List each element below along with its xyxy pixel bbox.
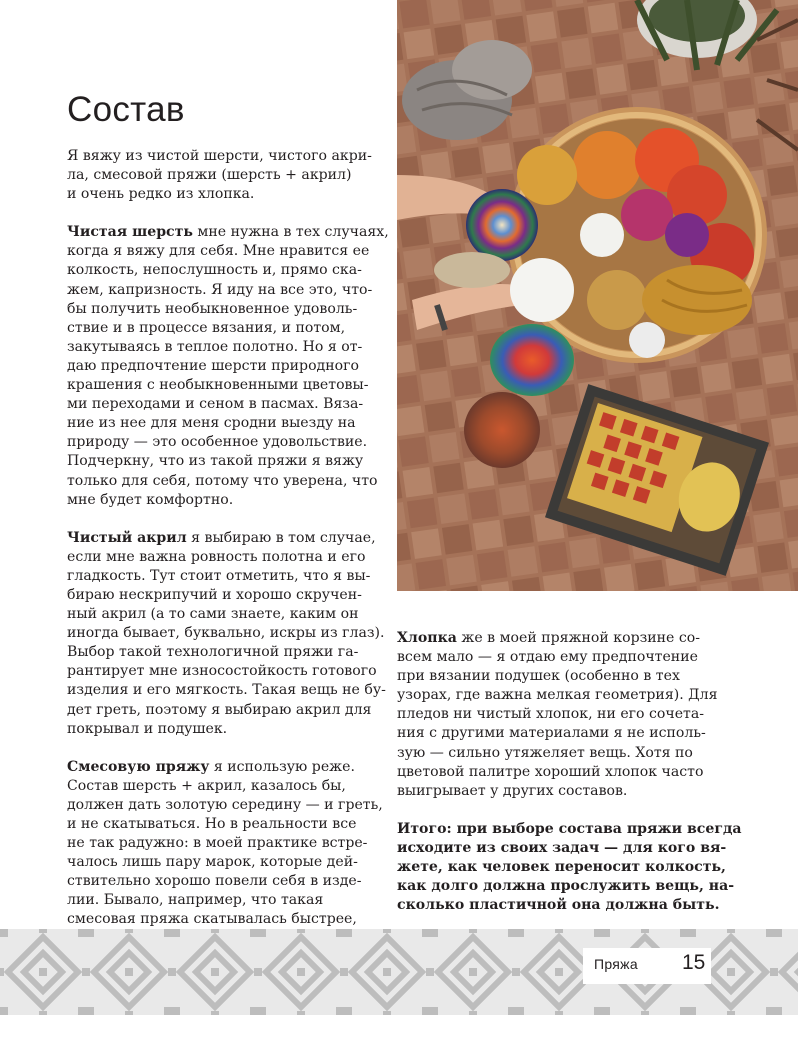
text-line [67, 777, 384, 796]
bold-term: как долго должна прослужить вещь, на- [397, 878, 735, 895]
text-line [67, 433, 384, 452]
line-text: крашения с необыкновенными цветовы- [67, 377, 369, 394]
line-text: природу — это особенное удовольствие. [67, 434, 368, 451]
line-text: и не скатываться. Но в реальности все [67, 816, 357, 832]
text-line [67, 853, 384, 872]
paragraph [67, 758, 384, 949]
text-line [397, 686, 727, 705]
text-line [67, 166, 384, 185]
text-line [67, 147, 384, 166]
line-text: не так радужно: в моей практике встре- [67, 835, 368, 852]
line-text: пледов ни чистый хлопок, ни его сочета- [397, 706, 705, 723]
line-text: рантирует мне износостойкость готового [67, 663, 377, 680]
text-line [67, 242, 384, 261]
text-line [67, 223, 389, 242]
text-line [67, 529, 384, 548]
text-line [67, 357, 384, 376]
text-line [397, 705, 727, 724]
line-text: Выбор такой технологичной пряжи га- [67, 644, 359, 661]
text-line [67, 872, 384, 891]
text-line [397, 877, 735, 896]
bold-term: Чистая шерсть [67, 224, 193, 241]
paragraph [397, 820, 742, 915]
text-line [67, 261, 384, 280]
line-text: Я вяжу из чистой шерсти, чистого акри- [67, 148, 372, 164]
line-text: при вязании подушек (особенно в тех [397, 668, 680, 685]
text-line [67, 185, 384, 204]
text-line [67, 891, 384, 910]
line-text: колкость, непослушность и, прямо ска- [67, 262, 362, 279]
text-line [67, 605, 384, 624]
text-line [67, 586, 384, 605]
line-text: всем мало — я отдаю ему предпочтение [397, 649, 698, 666]
text-line [397, 896, 727, 915]
text-line [67, 395, 384, 414]
line-text: ния с другими материалами я не исполь- [397, 725, 706, 742]
text-line [397, 667, 727, 686]
paragraph [67, 529, 384, 739]
section-name: Пряжа [594, 956, 638, 972]
line-text: ствительно хорошо повели себя в изде- [67, 873, 362, 890]
line-text: изделия и его мягкость. Такая вещь не бу- [67, 682, 386, 699]
line-text: жем, капризность. Я иду на все это, что- [67, 281, 373, 298]
paragraph [67, 223, 389, 509]
line-text: когда я вяжу для себя. Мне нравится ее [67, 243, 370, 260]
yarn-basket-illustration [397, 0, 798, 591]
text-line [67, 472, 384, 491]
line-text: ный акрил (а то сами знаете, каким он [67, 606, 359, 623]
text-line [67, 452, 384, 471]
line-text: и очень редко из хлопка. [67, 186, 255, 203]
line-text: должен дать золотую середину — и греть, [67, 796, 383, 813]
line-text: Подчеркну, что из такой пряжи я вяжу [67, 453, 364, 470]
text-line [67, 300, 384, 319]
line-text: Состав шерсть + акрил, казалось бы, [67, 777, 346, 794]
bold-term: исходите из своих задач — для кого вя- [397, 839, 727, 856]
bold-term: сколько пластичной она должна быть. [397, 897, 720, 914]
text-line [397, 629, 727, 648]
line-text: я использую реже. [209, 758, 355, 775]
text-line [397, 858, 727, 877]
line-text: смесовая пряжа скатывалась быстрее, [67, 911, 357, 928]
text-line [67, 681, 384, 700]
line-text: даю предпочтение шерсти природного [67, 357, 359, 374]
text-line [67, 720, 384, 739]
text-line [397, 839, 727, 858]
text-line [67, 815, 384, 834]
text-line [67, 910, 384, 929]
text-line [67, 548, 384, 567]
bold-term: Хлопка [397, 630, 457, 646]
line-text: мне нужна в тех случаях, [192, 224, 389, 241]
text-line [67, 624, 384, 643]
line-text: ла, смесовой пряжи (шерсть + акрил) [67, 167, 352, 184]
line-text: если мне важна ровность полотна и его [67, 548, 366, 565]
text-line [67, 796, 384, 815]
bold-term: Смесовую пряжу [67, 758, 210, 775]
line-text: зую — сильно утяжеляет вещь. Хотя по [397, 744, 693, 761]
line-text: лии. Бывало, например, что такая [67, 892, 324, 909]
text-line [397, 763, 727, 782]
line-text: узорах, где важна мелкая геометрия). Для [397, 687, 718, 704]
text-line [67, 567, 384, 586]
text-column-right [397, 629, 742, 934]
text-line [67, 491, 384, 510]
yarn-basket-photo [397, 0, 798, 591]
bold-term: Чистый акрил [67, 529, 187, 546]
text-line [67, 414, 384, 433]
text-line [67, 376, 384, 395]
text-line [397, 782, 727, 801]
line-text: ми переходами и сеном в пасмах. Вяза- [67, 396, 364, 413]
paragraph [67, 147, 384, 204]
line-text: иногда бывает, буквально, искры из глаз). [67, 625, 385, 642]
text-line [67, 338, 384, 357]
line-text: я выбираю в том случае, [186, 529, 376, 546]
text-line [67, 701, 384, 720]
line-text: цветовой палитре хороший хлопок часто [397, 763, 704, 780]
line-text: гладкость. Тут стоит отметить, что я вы- [67, 567, 371, 584]
line-text: бы получить необыкновенное удоволь- [67, 300, 358, 317]
page-number: 15 [682, 951, 706, 974]
text-line [67, 319, 384, 338]
line-text: выигрывает у других составов. [397, 782, 628, 799]
line-text: же в моей пряжной корзине со- [456, 630, 701, 646]
text-line [67, 281, 384, 300]
text-line [397, 724, 727, 743]
text-line [397, 648, 727, 667]
line-text: ствие и в процессе вязания, и потом, [67, 319, 346, 336]
text-line [397, 744, 727, 763]
text-line [397, 820, 742, 839]
text-line [67, 834, 384, 853]
line-text: ние из нее для меня сродни выезду на [67, 415, 356, 432]
line-text: закутываясь в теплое полотно. Но я от- [67, 338, 363, 355]
line-text: чалось лишь пару марок, которые дей- [67, 854, 358, 871]
line-text: мне будет комфортно. [67, 491, 234, 508]
paragraph [397, 629, 727, 801]
page-title: Состав [67, 90, 185, 129]
line-text: покрывал и подушек. [67, 720, 228, 737]
line-text: дет греть, поэтому я выбираю акрил для [67, 701, 372, 718]
bold-term: Итого: при выборе состава пряжи всегда [397, 820, 742, 837]
line-text: бираю нескрипучий и хорошо скручен- [67, 586, 362, 603]
bold-term: жете, как человек переносит колкость, [397, 859, 726, 876]
line-text: только для себя, потому что уверена, что [67, 472, 378, 489]
text-line [67, 662, 384, 681]
text-column-left [67, 147, 389, 968]
text-line [67, 758, 384, 777]
text-line [67, 643, 384, 662]
